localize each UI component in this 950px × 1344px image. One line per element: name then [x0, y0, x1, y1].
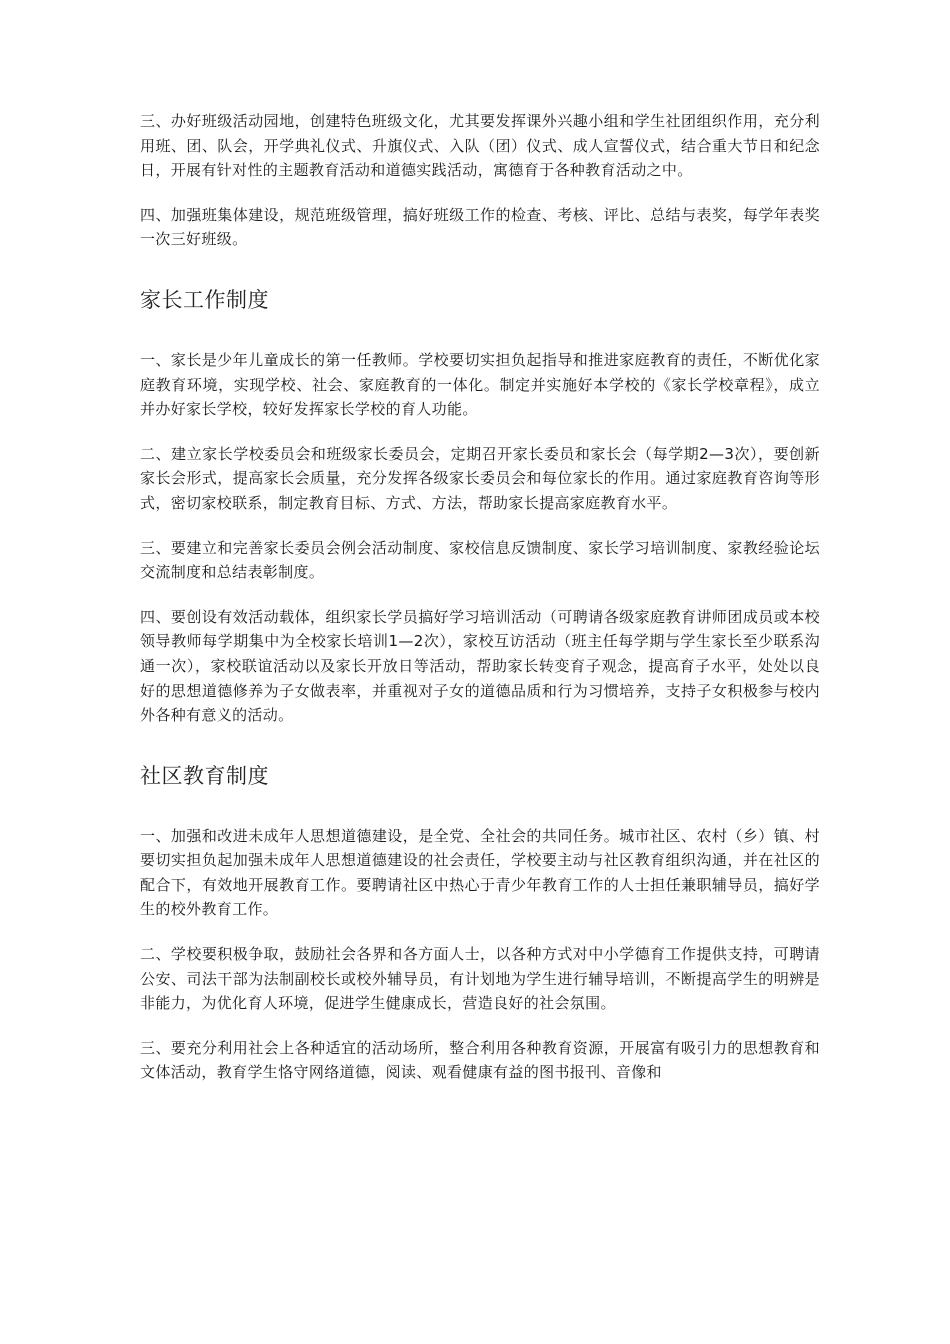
document-page: [140, 109, 820, 1085]
paragraph-community-3: 三、要充分利用社会上各种适宜的活动场所，整合利用各种教育资源，开展富有吸引力的思想教育和文体活动，教育学生恪守网络道德，阅读、观看健康有益的图书报刊、音像和: [140, 1038, 820, 1082]
paragraph-parent-3: 三、要建立和完善家长委员会例会活动制度、家校信息反馈制度、家长学习培训制度、家教经验论坛交流制度和总结表彰制度。: [140, 538, 820, 582]
paragraph-class-activities: 三、办好班级活动园地，创建特色班级文化，尤其要发挥课外兴趣小组和学生社团组织作用，充分利用班、团、队会，开学典礼仪式、升旗仪式、入队（团）仪式、成人宣誓仪式，结合重大节日和纪念日，开展有针对性的主题教育活动和道德实践活动，寓德育于各种教育活动之中。: [140, 112, 820, 180]
paragraph-parent-4: 四、要创设有效活动载体，组织家长学员搞好学习培训活动（可聘请各级家庭教育讲师团成员或本校领导教师每学期集中为全校家长培训1—2次），家校互访活动（班主任每学期与学生家长至少联系沟通一次），家校联谊活动以及家长开放日等活动，帮助家长转变育子观念，提高育子水平，处处以良好的思想道德修养为子女做表率，并重视对子女的道德品质和行为习惯培养，支持子女积极参与校内外各种有意义的活动。: [140, 607, 820, 725]
paragraph-community-2: 二、学校要积极争取，鼓励社会各界和各方面人士，以各种方式对中小学德育工作提供支持，可聘请公安、司法干部为法制副校长或校外辅导员，有计划地为学生进行辅导培训，不断提高学生的明辨是非能力，为优化育人环境，促进学生健康成长，营造良好的社会氛围。: [140, 945, 820, 1013]
paragraph-class-building: 四、加强班集体建设，规范班级管理，搞好班级工作的检查、考核、评比、总结与表奖，每学年表奖一次三好班级。: [140, 205, 820, 249]
section-title-parent-work: 家长工作制度: [140, 287, 269, 312]
paragraph-parent-1: 一、家长是少年儿童成长的第一任教师。学校要切实担负起指导和推进家庭教育的责任，不断优化家庭教育环境，实现学校、社会、家庭教育的一体化。制定并实施好本学校的《家长学校章程》，成立并办好家长学校，较好发挥家长学校的育人功能。: [140, 350, 820, 419]
section-title-community-education: 社区教育制度: [140, 763, 269, 788]
paragraph-community-1: 一、加强和改进未成年人思想道德建设，是全党、全社会的共同任务。城市社区、农村（乡）镇、村要切实担负起加强未成年人思想道德建设的社会责任，学校要主动与社区教育组织沟通，并在社区的配合下，有效地开展教育工作。要聘请社区中热心于青少年教育工作的人士担任兼职辅导员，搞好学生的校外教育工作。: [140, 826, 820, 919]
paragraph-parent-2: 二、建立家长学校委员会和班级家长委员会，定期召开家长委员和家长会（每学期2—3次），要创新家长会形式，提高家长会质量，充分发挥各级家长委员会和每位家长的作用。通过家庭教育咨询等形式，密切家校联系，制定教育目标、方式、方法，帮助家长提高家庭教育水平。: [140, 444, 820, 512]
